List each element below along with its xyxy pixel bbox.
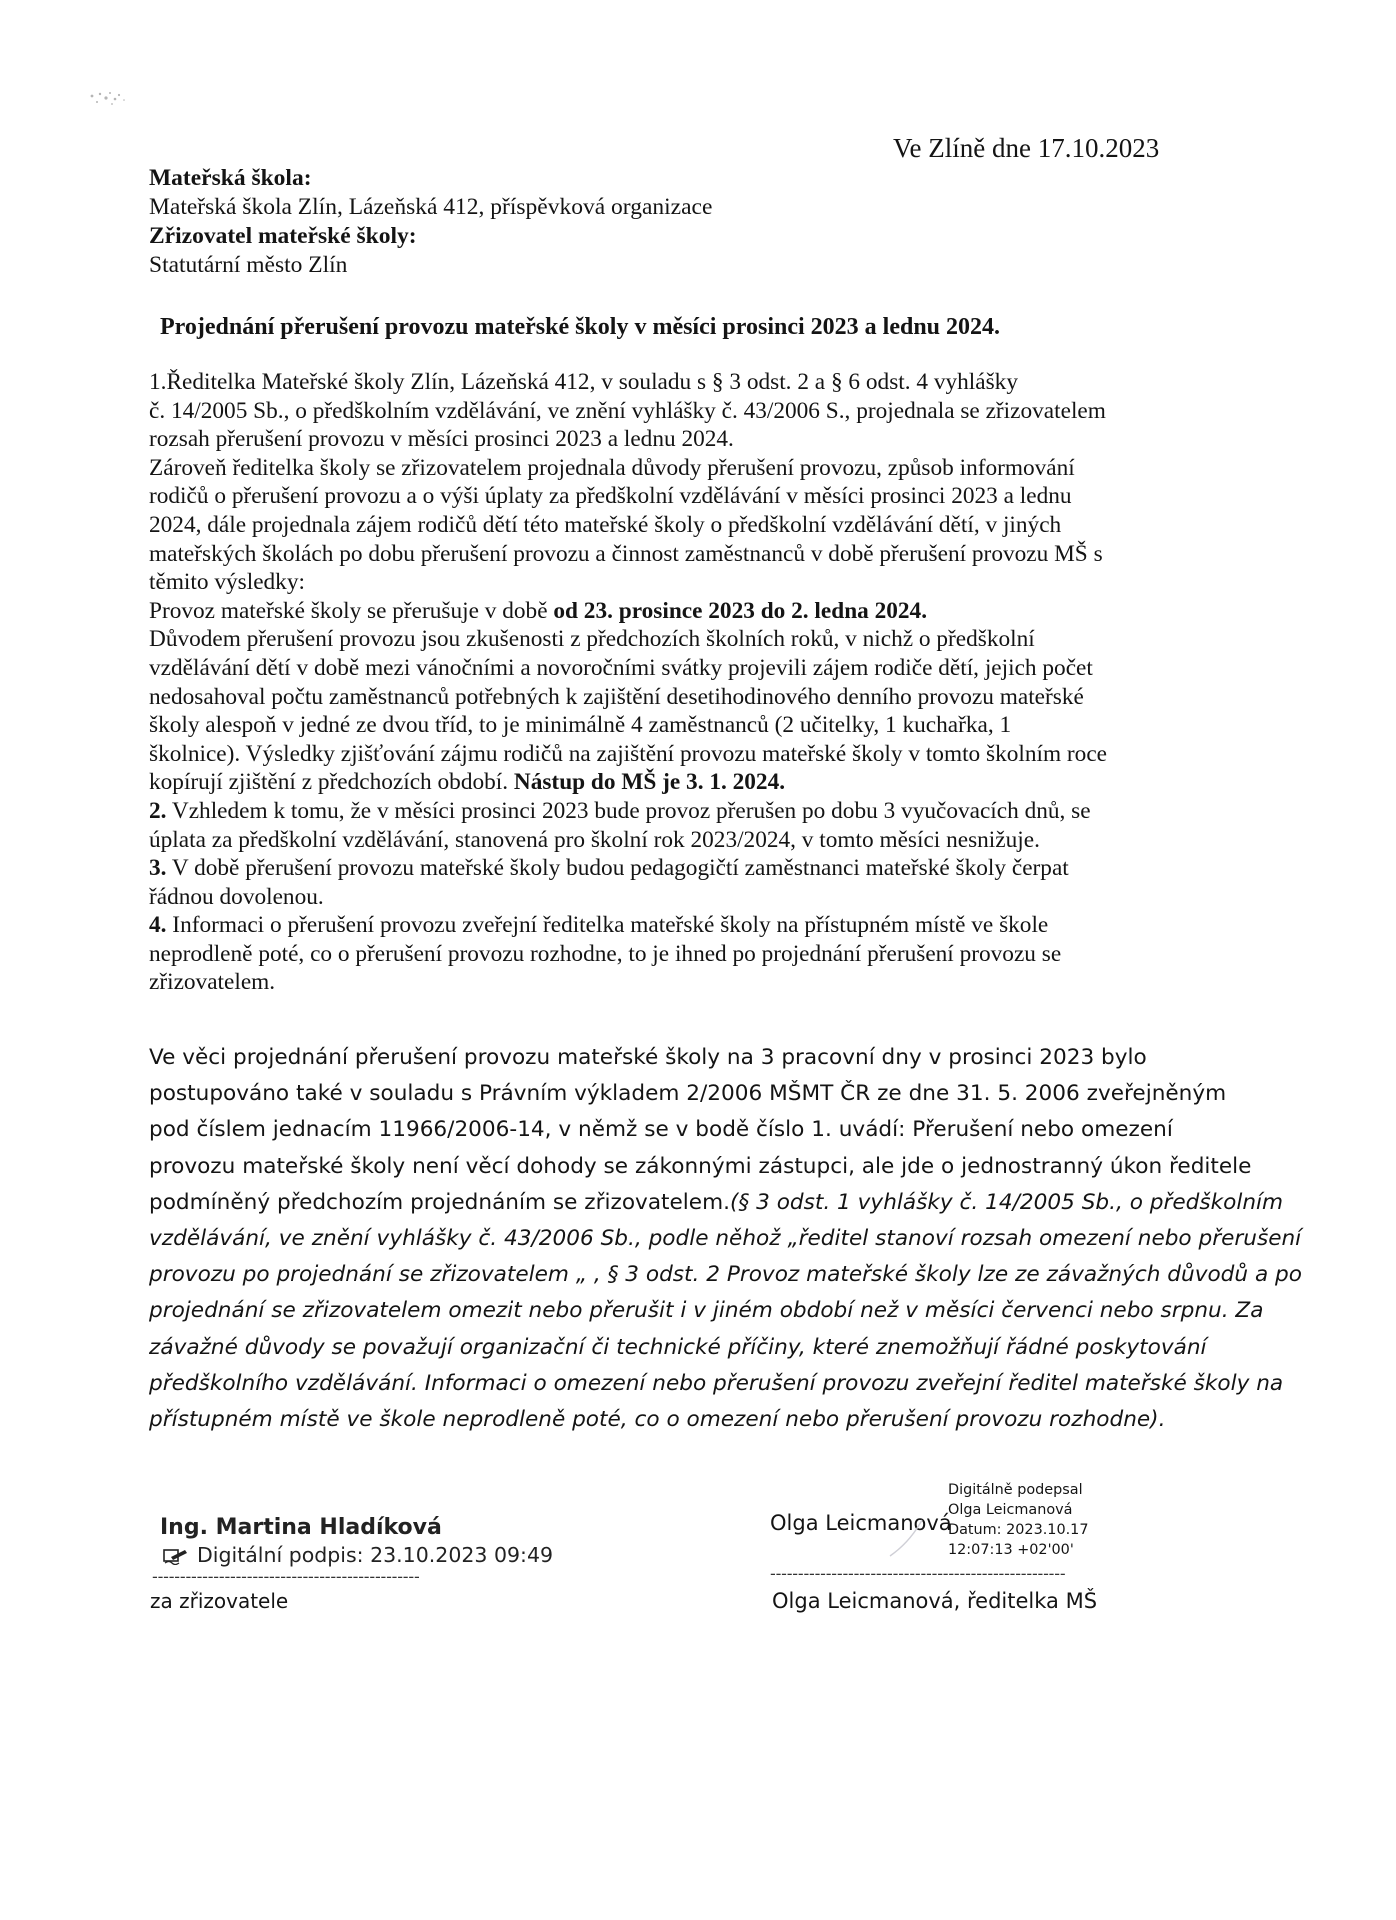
body-line: [149, 597, 1249, 626]
item-number: 4.: [149, 912, 167, 939]
school-name: Mateřská škola Zlín, Lázeňská 412, příspěvková organizace: [149, 194, 713, 220]
item-text: Informaci o přerušení provozu zveřejní ředitelka mateřské školy na přístupném místě ve škole: [166, 912, 1049, 939]
founder-digital-signature: [163, 1543, 553, 1570]
founder-label: Zřizovatel mateřské školy:: [149, 223, 417, 249]
founder-role: za zřizovatele: [150, 1589, 289, 1613]
closure-intro: Provoz mateřské školy se přerušuje v době: [149, 597, 554, 624]
body-line: Zároveň ředitelka školy se zřizovatelem projednala důvody přerušení provozu, způsob informování: [149, 454, 1075, 481]
founder-name: Statutární město Zlín: [149, 252, 348, 278]
body-line: neprodleně poté, co o přerušení provozu rozhodne, to je ihned po projednání přerušení provozu se: [149, 940, 1062, 967]
item-number: 3.: [149, 855, 167, 882]
digital-signature-stamp: [948, 1480, 1089, 1560]
legal-line: předškolního vzdělávání. Informaci o omezení nebo přerušení provozu zveřejní ředitel mateřské školy na: [149, 1370, 1284, 1396]
legal-line: přístupném místě ve škole neprodleně poté, co o omezení nebo přerušení provozu rozhodne).: [149, 1407, 1166, 1433]
scan-smudge: [88, 86, 148, 116]
document-date: Ve Zlíně dne 17.10.2023: [893, 133, 1160, 163]
body-line: mateřských školách po dobu přerušení provozu a činnost zaměstnanců v době přerušení provozu MŠ s: [149, 540, 1103, 567]
legal-line: závažné důvody se považují organizační či technické příčiny, které znemožňují řádné poskytování: [149, 1334, 1207, 1360]
body-line: školy alespoň v jedné ze dvou tříd, to je minimálně 4 zaměstnanců (2 učitelky, 1 kuchařka, 1: [149, 712, 1012, 739]
body-line: rodičů o přerušení provozu a o výši úplaty za předškolní vzdělávání v měsíci prosinci 2023 a lednu: [149, 483, 1072, 510]
legal-line: vzdělávání, ve znění vyhlášky č. 43/2006 Sb., podle něhož „ředitel stanoví rozsah omezení nebo přerušení: [149, 1226, 1302, 1252]
legal-line: postupováno také v souladu s Právním výkladem 2/2006 MŠMT ČR ze dne 31. 5. 2006 zveřejněným: [149, 1081, 1227, 1107]
findings-text: kopírují zjištění z předchozích období.: [149, 769, 514, 796]
main-body: [149, 368, 1249, 997]
legal-line: projednání se zřizovatelem omezit nebo přerušit i v jiném období než v měsíci červenci nebo srpnu. Za: [149, 1298, 1264, 1324]
legal-line: provozu po projednání se zřizovatelem „ , § 3 odst. 2 Provoz mateřské školy lze ze závažných důvodů a po: [149, 1262, 1302, 1288]
legal-line: [149, 1185, 1309, 1221]
stamp-line: Digitálně podepsal: [948, 1482, 1083, 1498]
body-line: nedosahoval počtu zaměstnanců potřebných k zajištění desetihodinového denního provozu mateřské: [149, 683, 1084, 710]
letter-header: [149, 164, 1149, 280]
return-date: Nástup do MŠ je 3. 1. 2024.: [513, 769, 786, 796]
stamp-line: Datum: 2023.10.17: [948, 1522, 1089, 1538]
legal-paragraph: [149, 1040, 1309, 1438]
body-line: 1.Ředitelka Mateřské školy Zlín, Lázeňská 412, v souladu s § 3 odst. 2 a § 6 odst. 4 vyhlášky: [149, 369, 1018, 395]
legal-line: pod číslem jednacím 11966/2006-14, v němž se v bodě číslo 1. uvádí: Přerušení nebo omezení: [149, 1117, 1173, 1143]
body-line: č. 14/2005 Sb., o předškolním vzdělávání, ve znění vyhlášky č. 43/2006 S., projednala se zřizovatelem: [149, 397, 1106, 424]
body-line: školnice). Výsledky zjišťování zájmu rodičů na zajištění provozu mateřské školy v tomto školním roce: [149, 740, 1108, 767]
body-line: zřizovatelem.: [149, 969, 276, 996]
item-number: 2.: [149, 797, 167, 824]
legal-text: podmíněný předchozím projednáním se zřizovatelem.: [149, 1189, 730, 1215]
legal-line: provozu mateřské školy není věcí dohody se zákonnými zástupci, ale jde o jednostranný úkon ředitele: [149, 1153, 1252, 1179]
stamp-line: 12:07:13 +02'00': [948, 1542, 1074, 1558]
body-line: 2024, dále projednala zájem rodičů dětí této mateřské školy o předškolní vzdělávání dětí, v jiných: [149, 511, 1062, 538]
body-line: [149, 911, 1249, 940]
stamp-line: Olga Leicmanová: [948, 1502, 1073, 1518]
legal-line: Ve věci projednání přerušení provozu mateřské školy na 3 pracovní dny v prosinci 2023 bylo: [149, 1045, 1147, 1070]
legal-citation: (§ 3 odst. 1 vyhlášky č. 14/2005 Sb., o předškolním: [730, 1189, 1284, 1215]
closure-dates: od 23. prosince 2023 do 2. ledna 2024.: [553, 597, 928, 624]
body-line: vzdělávání dětí v době mezi vánočními a novoročními svátky projevili zájem rodiče dětí, jejich počet: [149, 654, 1093, 681]
digital-signature-text: Digitální podpis: 23.10.2023 09:49: [197, 1543, 554, 1567]
signature-line-left: ------------------------------------------------: [152, 1567, 420, 1586]
director-role: Olga Leicmanová, ředitelka MŠ: [772, 1589, 1098, 1613]
body-line: rozsah přerušení provozu v měsíci prosinci 2023 a lednu 2024.: [149, 426, 734, 453]
body-line: řádnou dovolenou.: [149, 883, 324, 910]
director-signature-name: Olga Leicmanová: [770, 1511, 952, 1535]
item-text: V době přerušení provozu mateřské školy budou pedagogičtí zaměstnanci mateřské školy čerpat: [166, 855, 1069, 882]
body-line: těmito výsledky:: [149, 569, 305, 596]
handwritten-stroke: [880, 1512, 950, 1560]
body-line: [149, 797, 1249, 826]
body-line: [149, 854, 1249, 883]
item-text: Vzhledem k tomu, že v měsíci prosinci 2023 bude provoz přerušen po dobu 3 vyučovacích dnů, se: [166, 797, 1091, 824]
signature-line-right: -----------------------------------------------------: [770, 1564, 1066, 1583]
body-line: [149, 768, 1249, 797]
body-line: úplata za předškolní vzdělávání, stanovená pro školní rok 2023/2024, v tomto měsíci nesnižuje.: [149, 826, 1040, 853]
body-line: Důvodem přerušení provozu jsou zkušenosti z předchozích školních roků, v nichž o předškolní: [149, 626, 1035, 653]
founder-signatory-name: Ing. Martina Hladíková: [160, 1515, 442, 1540]
school-label: Mateřská škola:: [149, 165, 312, 191]
document-heading: Projednání přerušení provozu mateřské školy v měsíci prosinci 2023 a lednu 2024.: [160, 314, 1001, 340]
